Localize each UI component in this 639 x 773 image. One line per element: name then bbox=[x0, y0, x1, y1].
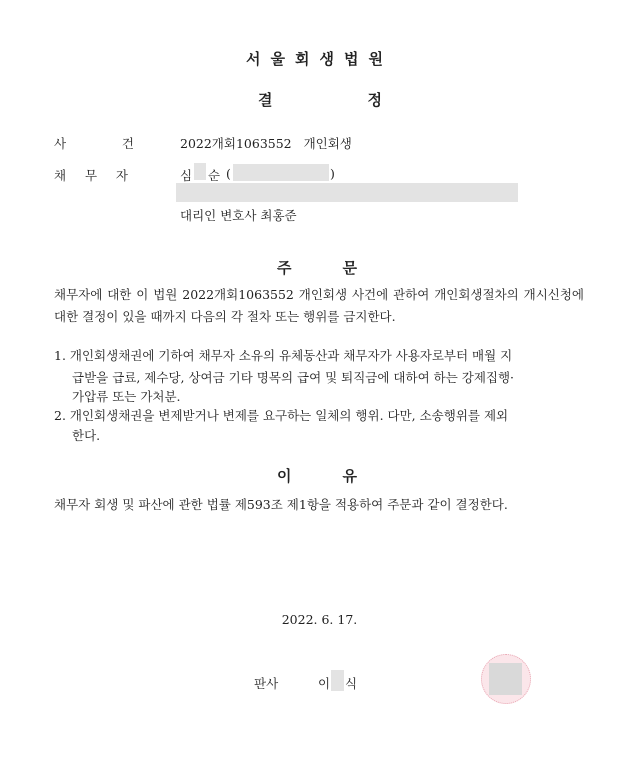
judge-name-part2: 식 bbox=[345, 676, 358, 691]
redacted-name-block bbox=[194, 163, 206, 180]
order-item-2-line-2: 한다. bbox=[72, 428, 101, 443]
judge-name-part1: 이 bbox=[318, 676, 331, 691]
document-type-title bbox=[258, 89, 382, 110]
debtor-name-part1: 심 bbox=[180, 168, 193, 183]
case-number-text: 2022개회1063552 bbox=[180, 136, 292, 151]
order-item-1-line-1: 1. 개인회생채권에 기하여 채무자 소유의 유체동산과 채무자가 사용자로부터 매월 지 bbox=[54, 348, 513, 363]
debtor-name-part2: 순 bbox=[208, 168, 221, 183]
order-item-2-line-1: 2. 개인회생채권을 변제받거나 변제를 요구하는 일체의 행위. 다만, 소송행위를 제외 bbox=[54, 408, 509, 423]
order-item-1-line-2: 급받을 급료, 제수당, 상여금 기타 명목의 급여 및 퇴직금에 대하여 하는 강제집행· bbox=[72, 370, 515, 385]
debtor-agent: 대리인 변호사 최홍준 bbox=[180, 208, 297, 223]
redacted-judge-name-block bbox=[331, 670, 344, 691]
reason-heading-char: 이 bbox=[277, 467, 292, 485]
order-text: 채무자에 대한 이 법원 2022개회1063552 개인회생 사건에 관하여 개인회생절차의 개시신청에 대한 결정이 있을 때까지 다음의 각 절차 또는 행위를 금지한다. bbox=[54, 287, 584, 324]
case-type: 개인회생 bbox=[303, 136, 352, 151]
doc-type-char-1: 결 bbox=[258, 91, 273, 109]
reason-heading bbox=[277, 465, 357, 486]
debtor-label-char: 무 bbox=[84, 168, 98, 183]
court-seal-stamp bbox=[481, 654, 531, 704]
order-heading-char: 주 bbox=[277, 259, 292, 277]
order-heading-char: 문 bbox=[342, 259, 357, 277]
judge-label: 판사 bbox=[254, 676, 279, 691]
debtor-label-char: 자 bbox=[115, 168, 128, 183]
case-label bbox=[54, 134, 134, 152]
order-heading bbox=[277, 257, 357, 278]
debtor-paren-close: ) bbox=[330, 166, 335, 181]
redacted-seal-block bbox=[489, 663, 522, 695]
case-number bbox=[180, 134, 352, 152]
case-label-char: 사 bbox=[54, 136, 67, 151]
reason-heading-char: 유 bbox=[342, 467, 357, 485]
decision-date: 2022. 6. 17. bbox=[281, 612, 358, 627]
debtor-label bbox=[54, 166, 128, 184]
doc-type-char-2: 정 bbox=[367, 91, 382, 109]
debtor-label-char: 채 bbox=[54, 168, 67, 183]
debtor-paren-open: ( bbox=[226, 166, 231, 181]
reason-text: 채무자 회생 및 파산에 관한 법률 제593조 제1항을 적용하여 주문과 같이 결정한다. bbox=[54, 497, 508, 512]
court-name: 서울회생법원 bbox=[246, 50, 393, 68]
case-label-char: 건 bbox=[121, 136, 134, 151]
order-item-1-line-3: 가압류 또는 가처분. bbox=[72, 389, 181, 404]
redacted-id-block bbox=[233, 164, 329, 181]
redacted-address-block bbox=[176, 183, 518, 202]
